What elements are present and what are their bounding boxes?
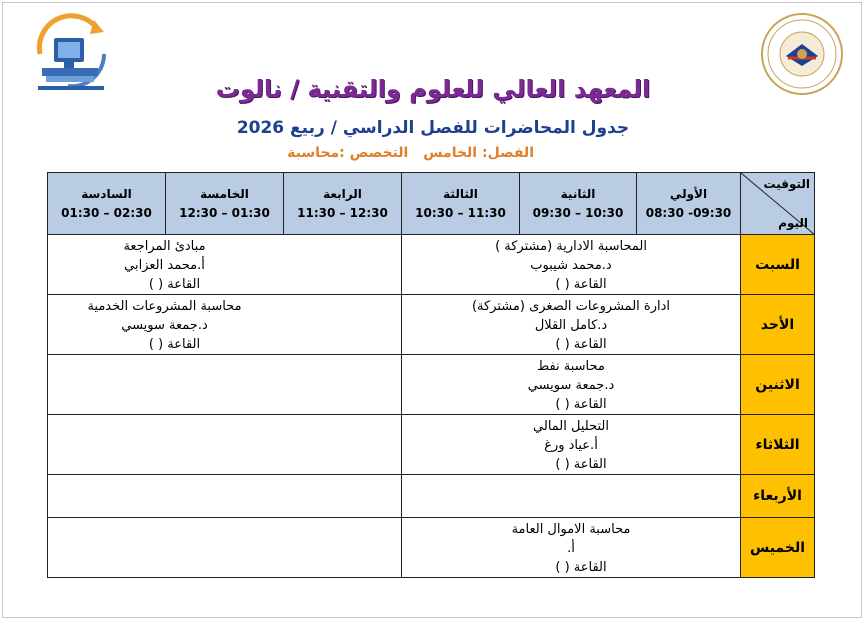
lecture-cell (48, 295, 402, 355)
course-name: ادارة المشروعات الصغرى (مشتركة) (471, 299, 670, 314)
day-label: الاثنين (741, 355, 815, 415)
period-name: الثانية (560, 186, 596, 201)
corner-day-label: اليوم (778, 216, 808, 230)
day-row (48, 235, 815, 295)
specialization-label: التخصص :محاسبة (287, 145, 409, 161)
room-label: القاعة ( ) (148, 277, 201, 292)
period-header (284, 173, 402, 235)
lecture-cell (48, 235, 402, 295)
schedule-title: جدول المحاضرات للفصل الدراسي / ربيع 2026 (236, 118, 630, 138)
period-name: الخامسة (200, 186, 249, 201)
lecture-cell (402, 295, 741, 355)
room-label: القاعة ( ) (555, 337, 607, 352)
period-time: 08:30 -09:30 (645, 205, 732, 220)
teacher-name: أ.عياد ورغ (544, 438, 598, 453)
course-name: محاسبة نفط (537, 359, 605, 374)
period-time: 11:30 – 12:30 (297, 205, 388, 220)
course-name: المحاسبة الادارية (مشتركة ) (495, 239, 647, 254)
empty-cell (48, 518, 402, 578)
period-time: 12:30 – 01:30 (179, 205, 270, 220)
schedule-table (47, 172, 815, 578)
semester-label: الفصل: الخامس (423, 145, 534, 161)
day-row (48, 475, 815, 518)
period-header (48, 173, 166, 235)
room-label: القاعة ( ) (555, 277, 607, 292)
course-name: محاسبة المشروعات الخدمية (87, 299, 242, 314)
period-header (402, 173, 520, 235)
day-label: الثلاثاء (741, 415, 815, 475)
header-row (48, 173, 815, 235)
room-label: القاعة ( ) (555, 397, 607, 412)
lecture-cell (402, 415, 741, 475)
room-label: القاعة ( ) (555, 560, 607, 575)
teacher-name: د.جمعة سويسي (527, 378, 615, 393)
period-name: الرابعة (323, 186, 362, 201)
semester-line (277, 145, 534, 161)
day-label: الخميس (741, 518, 815, 578)
empty-cell (48, 355, 402, 415)
room-label: القاعة ( ) (555, 457, 607, 472)
institute-title: المعهد العالي للعلوم والتقنية / نالوت (215, 75, 651, 103)
lecture-cell (402, 355, 741, 415)
course-name: محاسبة الاموال العامة (511, 522, 631, 537)
day-label: السبت (741, 235, 815, 295)
period-time: 01:30 – 02:30 (61, 205, 152, 220)
day-label: الأربعاء (741, 475, 815, 518)
empty-cell (402, 475, 741, 518)
teacher-name: د.محمد شيبوب (530, 258, 612, 273)
day-row (48, 355, 815, 415)
period-name: الثالثة (443, 186, 478, 201)
empty-cell (48, 475, 402, 518)
teacher-name: أ.محمد العزابي (124, 258, 205, 273)
day-row (48, 415, 815, 475)
day-row (48, 295, 815, 355)
course-name: التحليل المالي (533, 419, 609, 434)
empty-cell (48, 415, 402, 475)
corner-time-label: التوقيت (763, 177, 810, 191)
day-label: الأحد (741, 295, 815, 355)
period-header (166, 173, 284, 235)
lecture-cell (402, 235, 741, 295)
period-header (520, 173, 637, 235)
teacher-name: د.جمعة سويسي (121, 318, 208, 333)
period-name: الأولي (669, 186, 708, 201)
period-time: 09:30 – 10:30 (532, 205, 624, 220)
teacher-name: د.كامل القلال (534, 318, 608, 333)
day-row (48, 518, 815, 578)
period-time: 10:30 – 11:30 (415, 205, 506, 220)
course-name: مبادئ المراجعة (123, 239, 206, 254)
teacher-name: أ. (567, 541, 575, 556)
lecture-cell (402, 518, 741, 578)
room-label: القاعة ( ) (148, 337, 201, 352)
period-header (637, 173, 741, 235)
period-name: السادسة (81, 186, 132, 201)
corner-cell (741, 173, 815, 235)
